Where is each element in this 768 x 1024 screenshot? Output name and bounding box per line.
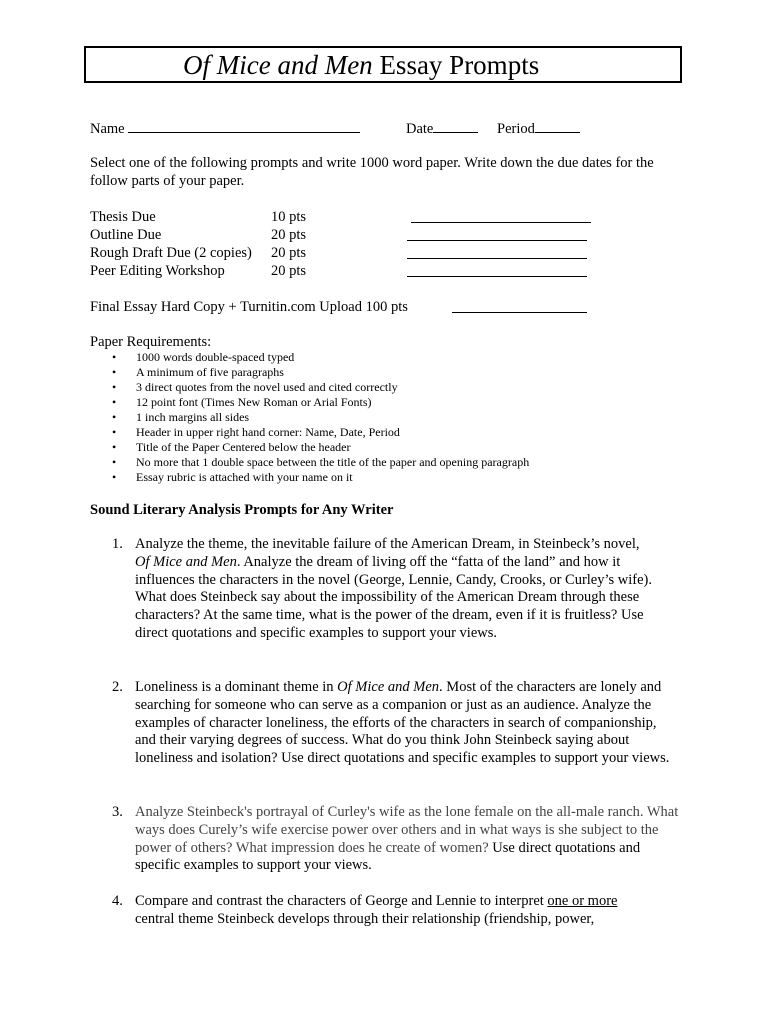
schedule-blank (407, 240, 587, 241)
period-blank (535, 119, 580, 133)
list-item: • No more that 1 double space between the title of the paper and opening paragraph (108, 455, 529, 470)
schedule-blank (411, 222, 591, 223)
name-label: Name (90, 121, 125, 137)
requirements-heading: Paper Requirements: (90, 334, 212, 350)
instructions: Select one of the following prompts and write 1000 word paper. Write down the due dates for the follow parts of your paper. (90, 155, 654, 189)
prompt-1: Analyze the theme, the inevitable failure of the American Dream, in Steinbeck’s novel, Of Mice and Men. Analyze the dream of living off the “fatta of the land” and how it influences the characters in the novel (George, Lennie, Candy, Crooks, or Curley’s wife). What does Steinbeck say about the impossibility of the American Dream through these characters? At the same time, what is the power of the dream, even if it is fruitless? Use direct quotations and specific examples to support your views. (135, 536, 653, 641)
section-heading: Sound Literary Analysis Prompts for Any Writer (90, 502, 394, 518)
title-rest: Essay Prompts (372, 50, 540, 80)
date-field (406, 119, 478, 138)
schedule-label: Rough Draft Due (2 copies) (90, 245, 252, 261)
prompt-3: Analyze Steinbeck's portrayal of Curley's wife as the lone female on the all-male ranch. What ways does Curely’s wife exercise power over others and in what ways is she subject to the power of others? What impression does he create of women? Use direct quotations and specific examples to support your views. (135, 804, 679, 874)
prompt-4: Compare and contrast the characters of George and Lennie to interpret one or more central theme Steinbeck develops through their relationship (friendship, power, (135, 893, 618, 927)
schedule-blank (407, 276, 587, 277)
period-field (497, 119, 580, 138)
page-title (183, 49, 539, 81)
list-item: • Essay rubric is attached with your name on it (108, 470, 529, 485)
schedule-points: 20 pts (271, 227, 307, 243)
prompt-number: 4. (112, 893, 123, 909)
prompt-number: 1. (112, 536, 123, 552)
list-item: • 1 inch margins all sides (108, 410, 529, 425)
list-item: • 3 direct quotes from the novel used and cited correctly (108, 380, 529, 395)
schedule-blank (407, 258, 587, 259)
list-item: • A minimum of five paragraphs (108, 365, 529, 380)
list-item: • Header in upper right hand corner: Name, Date, Period (108, 425, 529, 440)
date-label: Date (406, 121, 434, 137)
requirements-list (108, 350, 529, 485)
list-item: • 12 point font (Times New Roman or Arial Fonts) (108, 395, 529, 410)
prompt-number: 2. (112, 679, 123, 695)
final-essay: Final Essay Hard Copy + Turnitin.com Upload 100 pts (90, 299, 408, 315)
final-essay-blank (452, 312, 587, 313)
schedule-label: Peer Editing Workshop (90, 263, 225, 279)
list-item: • 1000 words double-spaced typed (108, 350, 529, 365)
schedule-points: 20 pts (271, 263, 307, 279)
schedule-label: Thesis Due (90, 209, 156, 225)
name-field (90, 119, 360, 138)
schedule-label: Outline Due (90, 227, 162, 243)
title-novel: Of Mice and Men (183, 50, 373, 80)
schedule-points: 20 pts (271, 245, 307, 261)
list-item: • Title of the Paper Centered below the header (108, 440, 529, 455)
prompt-number: 3. (112, 804, 123, 820)
date-blank (433, 119, 478, 133)
period-label: Period (497, 121, 535, 137)
prompt-2: Loneliness is a dominant theme in Of Mice and Men. Most of the characters are lonely and searching for someone who can serve as a companion or just as an audience. Analyze the examples of character loneliness, the efforts of the characters in search of companionship, and their varying degrees of success. What do you think John Steinbeck saying about loneliness and isolation? Use direct quotations and specific examples to support your views. (135, 679, 670, 767)
schedule-points: 10 pts (271, 209, 307, 225)
name-blank (128, 119, 360, 133)
